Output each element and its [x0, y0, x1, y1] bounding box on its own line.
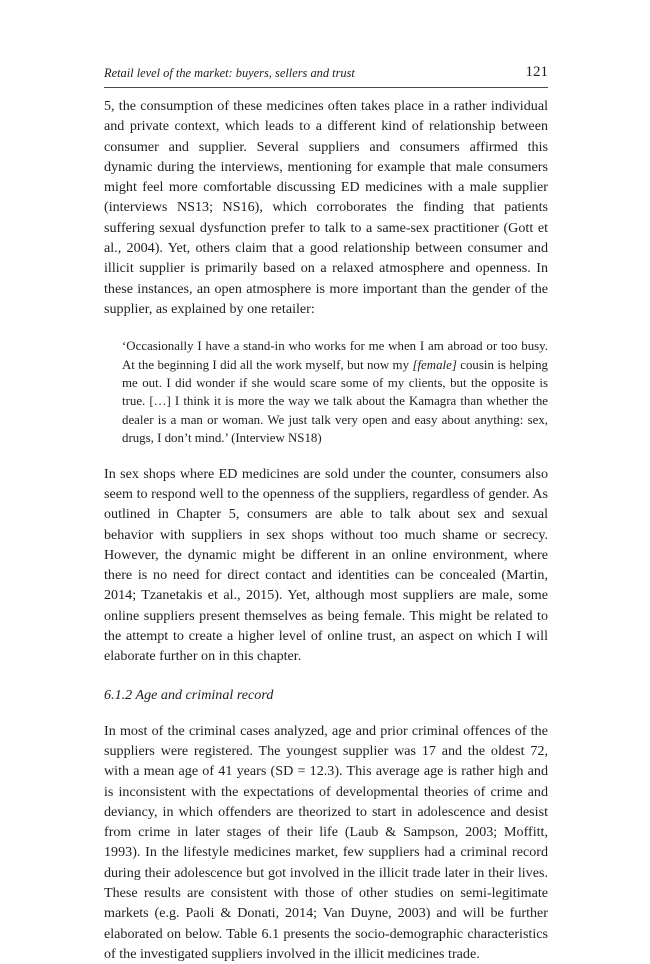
paragraph-1: 5, the consumption of these medicines often takes place in a rather individual and private context, which leads to a different kind of relationship between consumer and supplier. Several suppliers and consumers affirmed this dynamic during the interviews, mentioning for example that male consumers might feel more comfortable discussing ED medicines with a male supplier (interviews NS13; NS16), which corroborates the finding that patients suffering sexual dysfunction prefer to talk to a same-sex practitioner (Gott et al., 2004). Yet, others claim that a good relationship between consumer and illicit supplier is primarily based on a relaxed atmosphere and openness. In these instances, an open atmosphere is more important than the gender of the supplier, as explained by one retailer:	[104, 98, 548, 317]
block-quote	[122, 337, 548, 447]
paragraph-2: In sex shops where ED medicines are sold under the counter, consumers also seem to respond well to the openness of the suppliers, regardless of gender. As outlined in Chapter 5, consumers are able to talk about sex and sexual behavior with suppliers in sex shops without too much shame or secrecy. However, the dynamic might be different in an online environment, where there is no need for direct contact and identities can be concealed (Martin, 2014; Tzanetakis et al., 2015). Yet, although most suppliers are male, some online suppliers present themselves as being female. This might be related to the attempt to create a higher level of online trust, an aspect on which I will elaborate further on in this chapter.	[104, 465, 548, 665]
quote-emphasis: [female]	[412, 357, 457, 372]
page-number: 121	[525, 64, 548, 80]
section-heading: 6.1.2 Age and criminal record	[104, 686, 274, 703]
running-title: Retail level of the market: buyers, sellers and trust	[104, 66, 355, 80]
paragraph-3: In most of the criminal cases analyzed, age and prior criminal offences of the suppliers were registered. The youngest supplier was 17 and the oldest 72, with a mean age of 41 years (SD = 12.3). This average age is rather high and is inconsistent with the expectations of developmental theories of crime and deviancy, in which offenders are theorized to start in adolescence and desist from crime in later stages of their life (Laub & Sampson, 2003; Moffitt, 1993). In the lifestyle medicines market, few suppliers had a criminal record during their adolescence but got involved in the illicit trade later in their lives. These results are consistent with those of other studies on semi-legitimate markets (e.g. Paoli & Donati, 2014; Van Duyne, 2003) and will be further elaborated on below. Table 6.1 presents the socio-demographic characteristics of the investigated suppliers involved in the illicit medicines trade.	[104, 722, 548, 962]
running-header	[104, 64, 548, 88]
book-page	[104, 64, 548, 964]
quote-text-start: ‘Occasionally I have a stand-in who works for me when I am abroad or too busy. At the beginning I did all the work myself, but now my	[122, 339, 548, 372]
quote-text-end: cousin is helping me out. I did wonder if she would scare some of my clients, but the opposite is true. […] I think it is more the way we talk about the Kamagra than whether the dealer is a man or woman. We just talk very open and easy about anything: sex, drugs, I don’t mind.’ (Interview NS18)	[122, 357, 548, 446]
